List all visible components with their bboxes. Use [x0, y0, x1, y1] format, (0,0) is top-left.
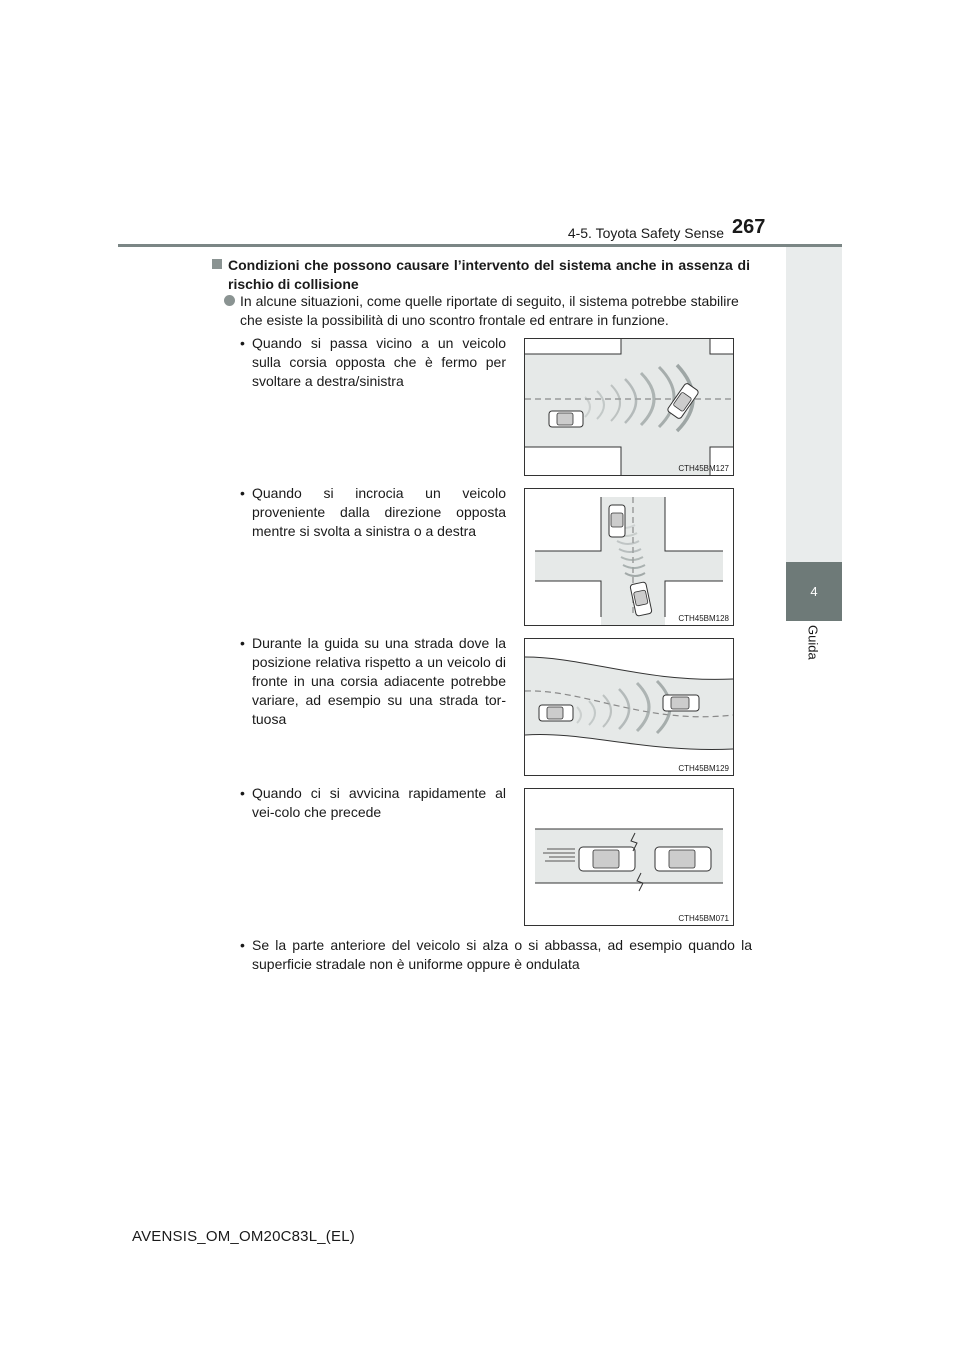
case-item: [240, 634, 506, 729]
figure-code: CTH45BM128: [678, 614, 729, 623]
case-text: Se la parte anteriore del veicolo si alza o si abbassa, ad esempio quando la superficie stradale non è uniforme oppure è ondulata: [252, 937, 752, 972]
chapter-label: [783, 625, 843, 685]
circle-bullet-icon: [224, 295, 235, 306]
figure-oncoming-turning-vehicle: [524, 338, 734, 476]
chapter-label-text: Guida: [805, 625, 821, 660]
bullet-icon: •: [240, 785, 245, 801]
case-item: [240, 784, 506, 822]
intro-paragraph: [224, 292, 750, 330]
case-item-last: [240, 936, 752, 974]
intro-text: In alcune situazioni, come quelle riportate di seguito, il sistema potrebbe stabilire che esiste la possibilità di uno scontro frontale ed entrare in funzione.: [240, 293, 739, 328]
case-text: Quando ci si avvicina rapidamente al vei-colo che precede: [252, 785, 506, 820]
header-section-title: 4-5. Toyota Safety Sense: [567, 225, 724, 241]
page-number: 267: [732, 216, 766, 238]
figure-code: CTH45BM071: [678, 914, 729, 923]
case-text: Quando si incrocia un veicolo proveniente dalla direzione opposta mentre si svolta a sinistra o a destra: [252, 485, 506, 539]
square-bullet-icon: [212, 259, 222, 269]
figure-crossing-oncoming-vehicle: [524, 488, 734, 626]
case-item: [240, 334, 506, 391]
case-item: [240, 484, 506, 541]
case-text: Quando si passa vicino a un veicolo sulla corsia opposta che è fermo per svoltare a destra/sinistra: [252, 335, 506, 389]
car-icon: [655, 847, 711, 871]
bullet-icon: •: [240, 635, 245, 651]
car-icon: [539, 705, 573, 721]
bullet-icon: •: [240, 937, 245, 953]
header-rule: [118, 244, 842, 247]
car-icon: [579, 847, 635, 871]
section-heading: [212, 256, 750, 294]
side-bar: [786, 247, 842, 562]
figure-code: CTH45BM129: [678, 764, 729, 773]
figure-rapid-approach: [524, 788, 734, 926]
footer-doc-code: AVENSIS_OM_OM20C83L_(EL): [132, 1228, 355, 1245]
figure-winding-road: [524, 638, 734, 776]
bullet-icon: •: [240, 485, 245, 501]
car-icon: [609, 505, 625, 537]
figure-code: CTH45BM127: [678, 464, 729, 473]
bullet-icon: •: [240, 335, 245, 351]
car-icon: [663, 695, 699, 711]
chapter-number: 4: [810, 584, 818, 599]
section-heading-text: Condizioni che possono causare l’intervento del sistema anche in assenza di rischio di collisione: [228, 257, 750, 292]
chapter-tab[interactable]: [786, 562, 842, 621]
car-icon: [549, 411, 583, 427]
case-text: Durante la guida su una strada dove la posizione relativa rispetto a un veicolo di fronte in una corsia adiacente potrebbe variare, ad esempio su una strada tor-tuosa: [252, 635, 506, 727]
